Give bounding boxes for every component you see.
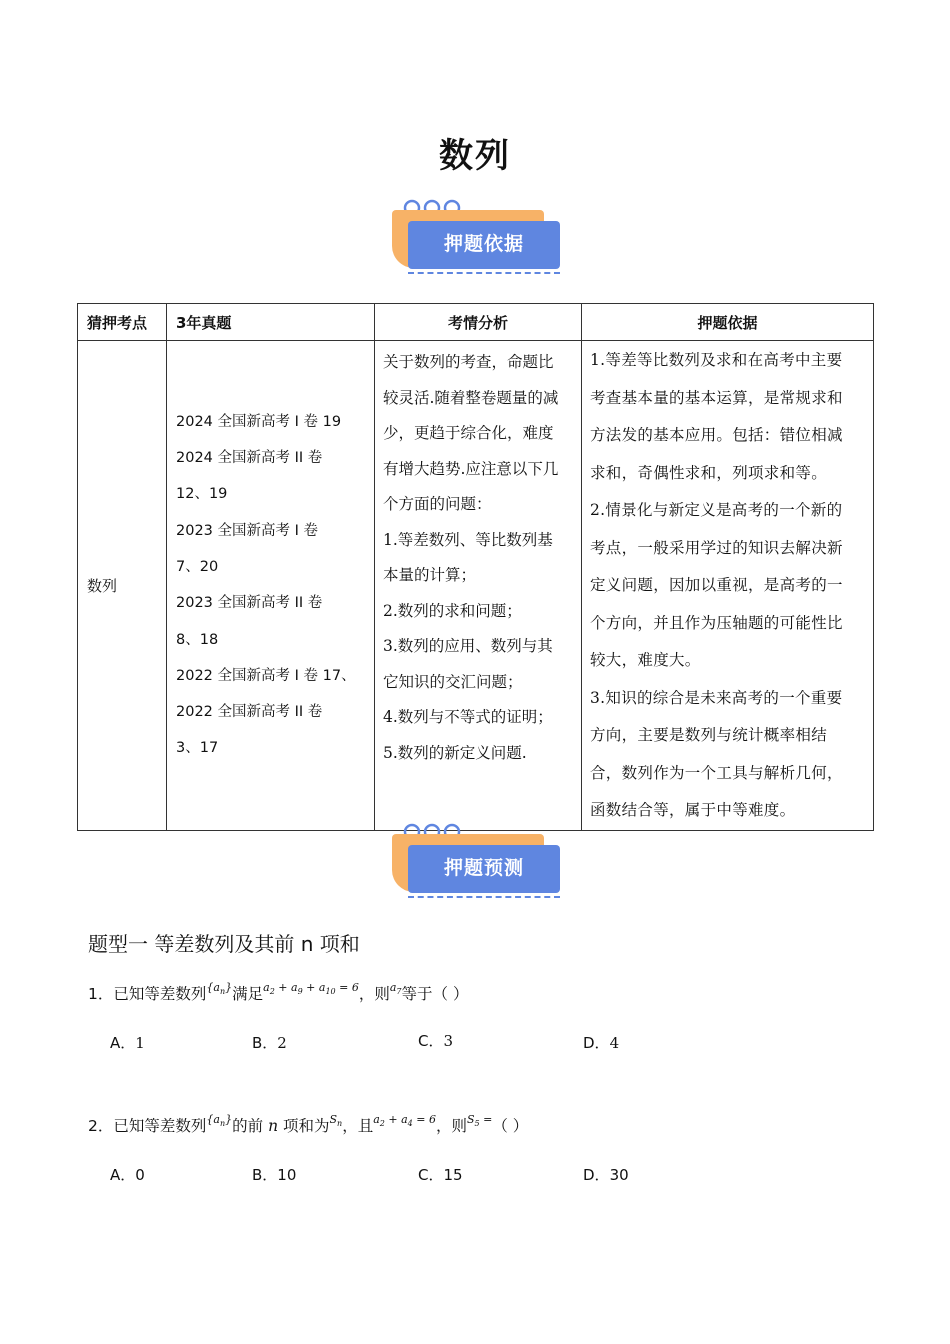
header-basis: 押题依据 bbox=[582, 304, 874, 341]
question-text: 项和为 bbox=[282, 1117, 330, 1135]
header-topic: 猜押考点 bbox=[78, 304, 167, 341]
banner-dashed-line bbox=[408, 896, 560, 898]
years-line: 2022 全国新高考 I 卷 17、 bbox=[176, 667, 356, 684]
analysis-line: 有增大趋势.应注意以下几 bbox=[383, 459, 559, 478]
table-header-row bbox=[78, 304, 874, 341]
math-n: n bbox=[268, 1117, 279, 1135]
page-title: 数列 bbox=[439, 136, 511, 176]
analysis-line: 较灵活.随着整卷题量的减 bbox=[383, 388, 559, 407]
question-text: 满足 bbox=[232, 985, 264, 1003]
basis-table bbox=[77, 303, 874, 831]
basis-line: 求和，奇偶性求和，列项求和等。 bbox=[590, 463, 828, 482]
analysis-line: 个方面的问题： bbox=[383, 495, 492, 513]
years-line: 2024 全国新高考 II 卷 bbox=[176, 450, 323, 467]
analysis-line: 少，更趋于综合化，难度 bbox=[383, 424, 554, 442]
years-line: 7、20 bbox=[176, 558, 219, 575]
banner-dashed-line bbox=[408, 272, 560, 274]
q1-option-a[interactable]: A．1 bbox=[110, 1034, 145, 1052]
years-line: 2023 全国新高考 II 卷 bbox=[176, 595, 323, 612]
header-analysis: 考情分析 bbox=[375, 304, 582, 341]
math-expression: a2 + a4 = 6 bbox=[373, 1113, 436, 1128]
question-text: 的前 bbox=[232, 1117, 264, 1135]
banner-label: 押题预测 bbox=[408, 845, 560, 893]
question-text: ，且 bbox=[342, 1117, 374, 1135]
analysis-line: 1.等差数列、等比数列基 bbox=[383, 530, 553, 549]
math-sn: Sn bbox=[329, 1113, 343, 1128]
analysis-line: 2.数列的求和问题； bbox=[383, 601, 522, 620]
question-text: 已知等差数列 bbox=[113, 985, 207, 1003]
analysis-line: 本量的计算； bbox=[383, 566, 477, 584]
question-1 bbox=[88, 982, 468, 1004]
math-a7: a7 bbox=[389, 981, 402, 996]
question-number: 2． bbox=[88, 1117, 114, 1135]
q1-option-b[interactable]: B．2 bbox=[252, 1034, 287, 1052]
q2-option-d[interactable]: D．30 bbox=[583, 1166, 629, 1184]
math-expression: a2 + a9 + a10 = 6 bbox=[263, 981, 359, 996]
analysis-line: 它知识的交汇问题； bbox=[383, 672, 523, 691]
header-years: 3年真题 bbox=[167, 304, 375, 341]
years-line: 2022 全国新高考 II 卷 bbox=[176, 704, 323, 721]
math-sequence: {an} bbox=[206, 981, 233, 996]
q1-option-d[interactable]: D．4 bbox=[583, 1034, 620, 1052]
question-2 bbox=[88, 1114, 528, 1136]
banner-prediction bbox=[392, 820, 562, 910]
banner-label: 押题依据 bbox=[408, 221, 560, 269]
basis-line: 1.等差等比数列及求和在高考中主要 bbox=[590, 351, 843, 369]
years-line: 3、17 bbox=[176, 740, 219, 757]
table-row bbox=[78, 341, 874, 831]
question-number: 1． bbox=[88, 985, 114, 1003]
question-text: 等于（ ） bbox=[401, 985, 469, 1003]
years-line: 2023 全国新高考 I 卷 bbox=[176, 522, 319, 539]
basis-line: 方法发的基本应用。包括：错位相减 bbox=[590, 426, 843, 444]
basis-line: 考点，一般采用学过的知识去解决新 bbox=[590, 538, 843, 557]
math-s5: S5 = bbox=[466, 1113, 493, 1128]
question-text: （ ） bbox=[492, 1117, 529, 1135]
years-line: 8、18 bbox=[176, 631, 219, 648]
basis-line: 函数结合等，属于中等难度。 bbox=[590, 801, 796, 819]
analysis-line: 5.数列的新定义问题. bbox=[383, 743, 527, 762]
analysis-line: 3.数列的应用、数列与其 bbox=[383, 637, 553, 655]
topic-cell: 数列 bbox=[78, 341, 167, 831]
q2-option-b[interactable]: B．10 bbox=[252, 1166, 297, 1184]
analysis-line: 关于数列的考查，命题比 bbox=[383, 353, 554, 371]
basis-cell bbox=[582, 341, 874, 831]
question-text: ，则 bbox=[435, 1117, 467, 1135]
analysis-line: 4.数列与不等式的证明； bbox=[383, 708, 553, 726]
basis-line: 较大，难度大。 bbox=[590, 651, 701, 669]
years-cell bbox=[167, 341, 375, 831]
basis-line: 定义问题，因加以重视，是高考的一 bbox=[590, 576, 843, 594]
basis-line: 2.情景化与新定义是高考的一个新的 bbox=[590, 501, 843, 519]
basis-line: 个方向，并且作为压轴题的可能性比 bbox=[590, 613, 843, 632]
years-line: 12、19 bbox=[176, 486, 228, 503]
basis-line: 合，数列作为一个工具与解析几何， bbox=[590, 763, 843, 782]
years-line: 2024 全国新高考 I 卷 19 bbox=[176, 413, 342, 430]
math-sequence: {an} bbox=[206, 1113, 233, 1128]
question-text: 已知等差数列 bbox=[113, 1117, 207, 1135]
question-text: ，则 bbox=[358, 985, 390, 1003]
section-title: 题型一 等差数列及其前 n 项和 bbox=[88, 932, 360, 956]
q2-option-a[interactable]: A．0 bbox=[110, 1166, 145, 1184]
q1-option-c[interactable]: C．3 bbox=[418, 1032, 454, 1050]
q2-option-c[interactable]: C．15 bbox=[418, 1166, 463, 1184]
basis-line: 方向，主要是数列与统计概率相结 bbox=[590, 726, 828, 744]
analysis-cell bbox=[375, 341, 582, 831]
banner-basis bbox=[392, 196, 562, 286]
basis-line: 3.知识的综合是未来高考的一个重要 bbox=[590, 688, 843, 707]
basis-line: 考查基本量的基本运算，是常规求和 bbox=[590, 388, 843, 407]
